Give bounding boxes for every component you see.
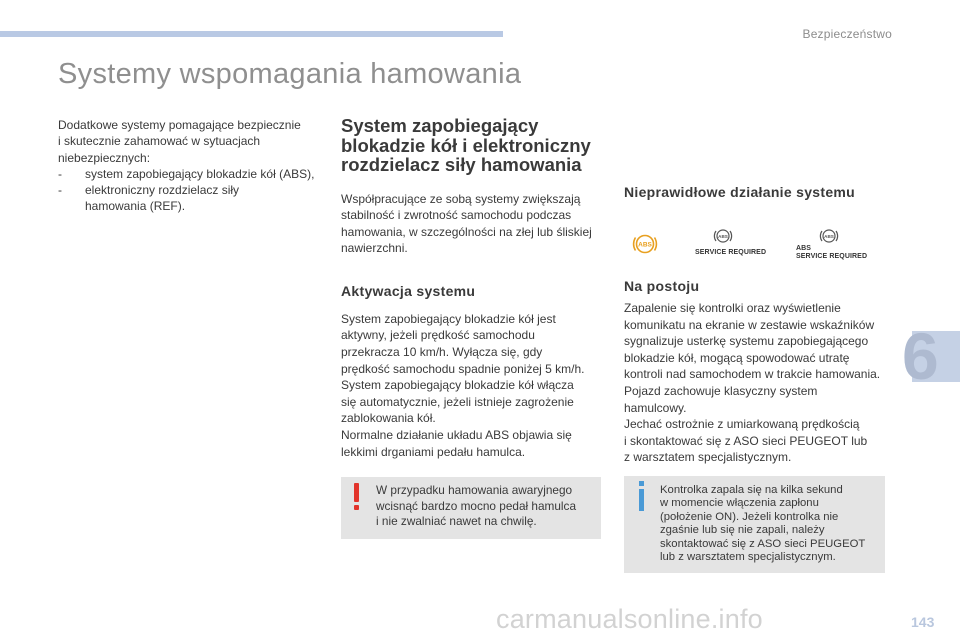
info-line: w momencie włączenia zapłonu: [660, 497, 819, 510]
warning-line: wcisnąć bardzo mocno pedał hamulca: [376, 498, 576, 513]
section-description: [341, 191, 603, 257]
intro-text: [58, 117, 323, 215]
warning-text: [376, 483, 576, 530]
info-line: lub z warsztatem specjalistycznym.: [660, 551, 836, 564]
intro-list-item: [58, 166, 323, 182]
activation-line: przekracza 10 km/h. Wyłącza się, gdy: [341, 345, 543, 360]
activation-heading: Aktywacja systemu: [341, 282, 476, 299]
info-box: [624, 476, 885, 573]
description-line: nawierzchni.: [341, 241, 408, 256]
header-accent-bar: [0, 31, 503, 37]
page-number: 143: [911, 614, 935, 630]
activation-line: Normalne działanie układu ABS objawia się: [341, 428, 572, 443]
abs-warning-lamp-icon: [712, 226, 734, 246]
lamp-text: ABS: [824, 233, 834, 239]
heading-line: blokadzie kół i elektroniczny: [341, 134, 591, 156]
section-heading: [341, 116, 603, 175]
stationary-heading: Na postoju: [624, 278, 700, 294]
activation-text: [341, 311, 603, 460]
info-icon: [637, 481, 647, 513]
description-line: stabilność i zwrotność samochodu podczas: [341, 208, 572, 223]
description-line: Współpracujące ze sobą systemy zwiększają: [341, 191, 581, 206]
info-line: zgaśnie lub się nie zapali, należy: [660, 524, 825, 537]
intro-line: niebezpiecznych:: [58, 150, 151, 165]
warning-lamps: [630, 226, 886, 266]
malfunction-section: [624, 184, 886, 200]
page-title: Systemy wspomagania hamowania: [58, 58, 522, 90]
info-line: (położenie ON). Jeżeli kontrolka nie: [660, 510, 839, 523]
heading-line: rozdzielacz siły hamowania: [341, 154, 582, 175]
abs-section: [341, 116, 603, 460]
stationary-line: i skontaktować się z ASO sieci PEUGEOT lub: [624, 433, 868, 448]
list-dash: -: [58, 183, 62, 198]
stationary-line: z warsztatem specjalistycznym.: [624, 450, 792, 465]
warning-exclamation-icon: [351, 483, 363, 511]
stationary-line: hamulcowy.: [624, 400, 687, 415]
intro-line: i skutecznie zahamować w sytuacjach: [58, 134, 261, 149]
stationary-text: [624, 300, 886, 466]
intro-list-line: system zapobiegający blokadzie kół (ABS),: [85, 166, 315, 181]
activation-line: System zapobiegający blokadzie kół włącza: [341, 378, 574, 393]
list-dash: -: [58, 166, 62, 181]
activation-line: aktywny, jeżeli prędkość samochodu: [341, 328, 535, 343]
activation-line: się automatycznie, jeżeli istnieje zagrożenie: [341, 394, 574, 409]
info-line: skontaktować się z ASO sieci PEUGEOT: [660, 537, 866, 550]
activation-line: lekkimi drganiami pedału hamulca.: [341, 444, 526, 459]
abs-warning-lamp-icon: [630, 229, 660, 259]
warning-line: i nie zwalniać nawet na chwilę.: [376, 514, 537, 528]
stationary-line: sygnalizuje usterkę systemu zapobiegającego: [624, 334, 869, 349]
warning-box: [341, 477, 601, 539]
activation-line: zablokowania kół.: [341, 411, 436, 426]
watermark: carmanualsonline.info: [496, 604, 763, 634]
lamp-text: ABS: [638, 241, 652, 249]
warning-line: W przypadku hamowania awaryjnego: [376, 483, 573, 497]
intro-list-line: elektroniczny rozdzielacz siły: [85, 183, 240, 198]
stationary-line: komunikatu na ekranie w zestawie wskaźników: [624, 317, 875, 332]
activation-line: System zapobiegający blokadzie kół jest: [341, 311, 556, 326]
stationary-line: Pojazd zachowuje klasyczny system: [624, 383, 818, 398]
heading-line: System zapobiegający: [341, 115, 539, 136]
lamp-caption: SERVICE REQUIRED: [796, 253, 868, 260]
intro-line: Dodatkowe systemy pomagające bezpiecznie: [58, 118, 301, 132]
intro-list-line: hamowania (REF).: [85, 199, 186, 214]
abs-warning-lamp-icon: [818, 226, 840, 246]
lamp-caption: SERVICE REQUIRED: [695, 249, 767, 256]
section-label: Bezpieczeństwo: [802, 27, 892, 41]
malfunction-heading: Nieprawidłowe działanie systemu: [624, 184, 856, 200]
chapter-number: 6: [902, 319, 939, 393]
lamp-caption: ABS: [796, 245, 812, 252]
description-line: hamowania, w szczególności na złej lub śliskiej: [341, 224, 592, 239]
lamp-text: ABS: [718, 233, 728, 239]
intro-list-item: [58, 182, 323, 215]
activation-line: prędkość samochodu spadnie poniżej 5 km/h.: [341, 361, 585, 376]
stationary-line: Zapalenie się kontrolki oraz wyświetlenie: [624, 301, 841, 315]
stationary-section: [624, 278, 886, 466]
stationary-line: blokadzie kół, mogącą spowodować utratę: [624, 350, 850, 365]
info-text: [660, 484, 865, 564]
stationary-line: Jechać ostrożnie z umiarkowaną prędkością: [624, 417, 860, 432]
info-line: Kontrolka zapala się na kilka sekund: [660, 484, 843, 496]
stationary-line: kontroli nad samochodem w trakcie hamowania.: [624, 367, 881, 382]
